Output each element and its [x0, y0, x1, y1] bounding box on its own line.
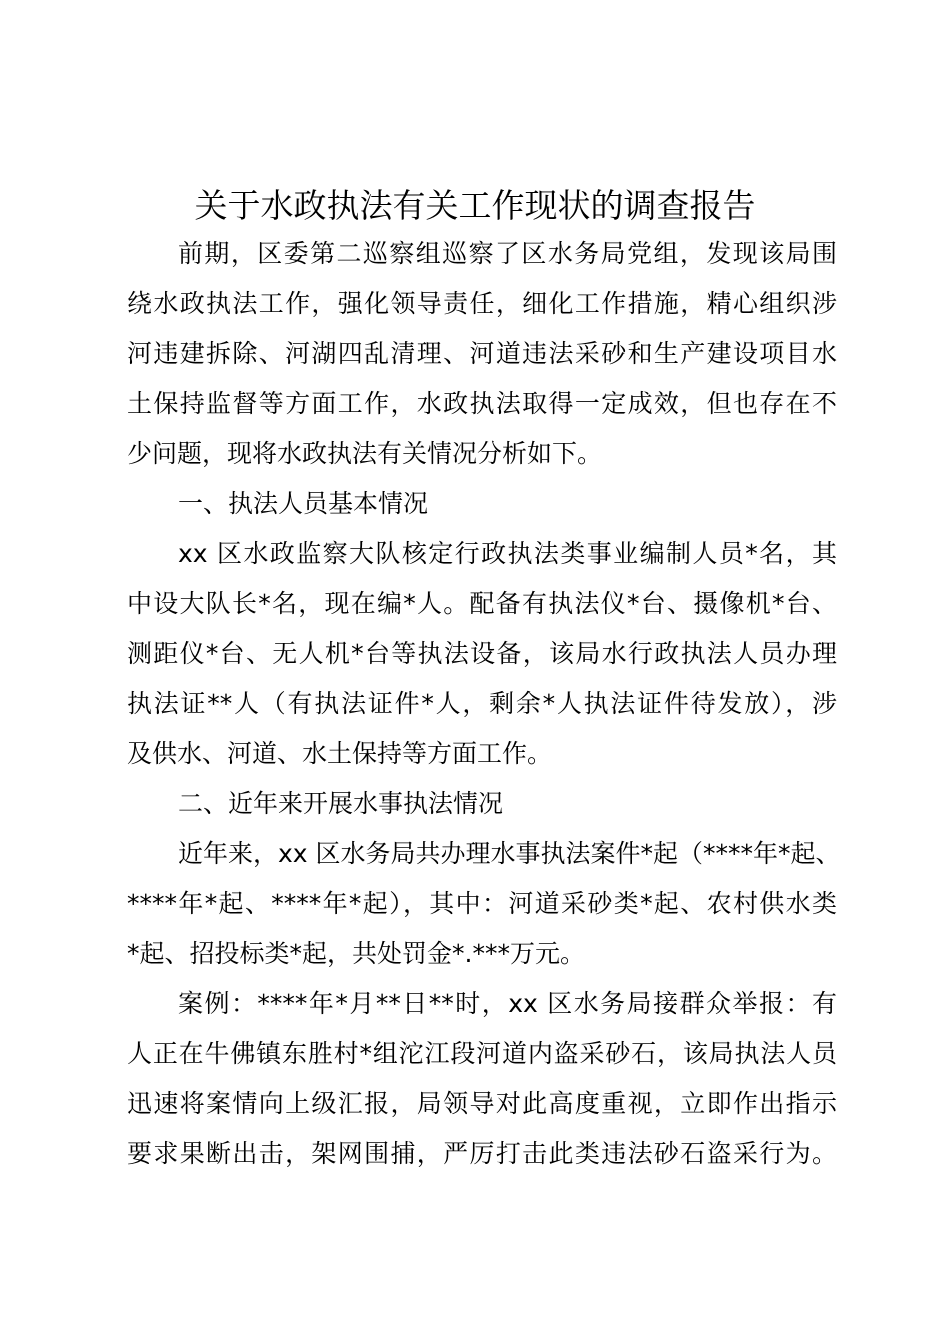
paragraph-line: 要求果断出击，架网围捕，严厉打击此类违法砂石盗采行为。 — [127, 1139, 837, 1168]
paragraph-line: 执法证**人（有执法证件*人，剩余*人执法证件待发放），涉 — [127, 689, 837, 718]
paragraph-line: 少问题，现将水政执法有关情况分析如下。 — [127, 439, 603, 468]
paragraph-line: 人正在牛佛镇东胜村*组沱江段河道内盗采砂石，该局执法人员 — [127, 1039, 837, 1068]
paragraph-line: 迅速将案情向上级汇报，局领导对此高度重视，立即作出指示 — [127, 1089, 837, 1118]
paragraph-line: 前期，区委第二巡察组巡察了区水务局党组，发现该局围 — [178, 239, 837, 268]
section-heading: 一、执法人员基本情况 — [178, 489, 429, 518]
paragraph-line: 绕水政执法工作，强化领导责任，细化工作措施，精心组织涉 — [127, 289, 837, 318]
paragraph-line: ****年*起、****年*起），其中：河道采砂类*起、农村供水类 — [127, 889, 837, 918]
paragraph-line: 案例：****年*月**日**时，xx 区水务局接群众举报：有 — [178, 989, 837, 1018]
paragraph-line: xx 区水政监察大队核定行政执法类事业编制人员*名，其 — [178, 539, 837, 568]
paragraph-line: *起、招投标类*起，共处罚金*.***万元。 — [127, 939, 585, 968]
section-heading: 二、近年来开展水事执法情况 — [178, 789, 504, 818]
paragraph-line: 河违建拆除、河湖四乱清理、河道违法采砂和生产建设项目水 — [127, 339, 837, 368]
paragraph-line: 中设大队长*名，现在编*人。配备有执法仪*台、摄像机*台、 — [127, 589, 837, 618]
paragraph-line: 测距仪*台、无人机*台等执法设备，该局水行政执法人员办理 — [127, 639, 837, 668]
paragraph-line: 近年来，xx 区水务局共办理水事执法案件*起（****年*起、 — [178, 839, 841, 868]
document-title: 关于水政执法有关工作现状的调查报告 — [194, 186, 756, 225]
paragraph-line: 及供水、河道、水土保持等方面工作。 — [127, 739, 553, 768]
paragraph-line: 土保持监督等方面工作，水政执法取得一定成效，但也存在不 — [127, 389, 837, 418]
